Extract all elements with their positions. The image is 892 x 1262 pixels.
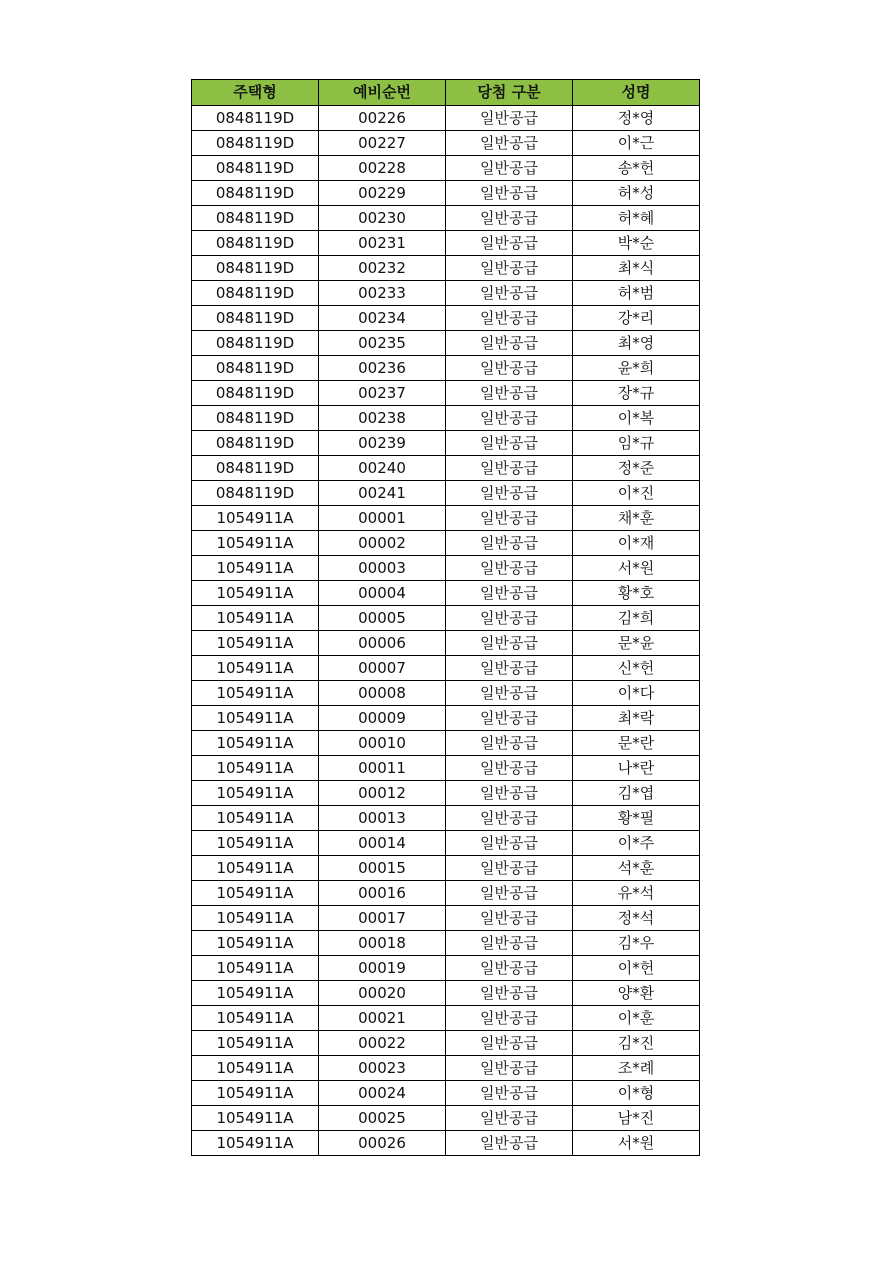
cell-housing-type: 0848119D: [192, 481, 319, 506]
cell-name: 이*복: [573, 406, 700, 431]
table-row: [192, 1106, 700, 1131]
cell-winning-category: 일반공급: [446, 906, 573, 931]
table-row: [192, 681, 700, 706]
cell-name: 정*준: [573, 456, 700, 481]
table-row: [192, 231, 700, 256]
table-row: [192, 706, 700, 731]
cell-housing-type: 1054911A: [192, 906, 319, 931]
cell-name: 허*범: [573, 281, 700, 306]
cell-housing-type: 0848119D: [192, 156, 319, 181]
cell-winning-category: 일반공급: [446, 1131, 573, 1156]
cell-reserve-number: 00021: [319, 1006, 446, 1031]
cell-reserve-number: 00239: [319, 431, 446, 456]
cell-winning-category: 일반공급: [446, 606, 573, 631]
cell-reserve-number: 00026: [319, 1131, 446, 1156]
cell-housing-type: 1054911A: [192, 1081, 319, 1106]
cell-housing-type: 1054911A: [192, 556, 319, 581]
cell-reserve-number: 00227: [319, 131, 446, 156]
table-row: [192, 331, 700, 356]
cell-housing-type: 0848119D: [192, 256, 319, 281]
cell-name: 이*헌: [573, 956, 700, 981]
cell-name: 이*다: [573, 681, 700, 706]
cell-housing-type: 1054911A: [192, 981, 319, 1006]
cell-housing-type: 0848119D: [192, 456, 319, 481]
cell-winning-category: 일반공급: [446, 531, 573, 556]
cell-housing-type: 1054911A: [192, 631, 319, 656]
cell-reserve-number: 00009: [319, 706, 446, 731]
table-row: [192, 1131, 700, 1156]
cell-housing-type: 0848119D: [192, 331, 319, 356]
cell-name: 최*식: [573, 256, 700, 281]
header-housing-type: 주택형: [192, 80, 319, 106]
cell-winning-category: 일반공급: [446, 1031, 573, 1056]
cell-housing-type: 0848119D: [192, 381, 319, 406]
cell-name: 양*환: [573, 981, 700, 1006]
cell-winning-category: 일반공급: [446, 431, 573, 456]
table-body: [192, 106, 700, 1156]
cell-winning-category: 일반공급: [446, 356, 573, 381]
cell-housing-type: 1054911A: [192, 681, 319, 706]
cell-housing-type: 1054911A: [192, 956, 319, 981]
cell-reserve-number: 00012: [319, 781, 446, 806]
cell-winning-category: 일반공급: [446, 456, 573, 481]
cell-name: 문*란: [573, 731, 700, 756]
cell-reserve-number: 00238: [319, 406, 446, 431]
cell-winning-category: 일반공급: [446, 1106, 573, 1131]
cell-reserve-number: 00024: [319, 1081, 446, 1106]
cell-housing-type: 1054911A: [192, 931, 319, 956]
cell-winning-category: 일반공급: [446, 706, 573, 731]
table-row: [192, 281, 700, 306]
cell-reserve-number: 00234: [319, 306, 446, 331]
cell-name: 조*례: [573, 1056, 700, 1081]
cell-winning-category: 일반공급: [446, 731, 573, 756]
cell-reserve-number: 00233: [319, 281, 446, 306]
table-row: [192, 781, 700, 806]
cell-winning-category: 일반공급: [446, 831, 573, 856]
cell-reserve-number: 00007: [319, 656, 446, 681]
cell-name: 김*진: [573, 1031, 700, 1056]
cell-winning-category: 일반공급: [446, 881, 573, 906]
table-row: [192, 406, 700, 431]
cell-housing-type: 1054911A: [192, 1031, 319, 1056]
table-row: [192, 1081, 700, 1106]
cell-reserve-number: 00241: [319, 481, 446, 506]
cell-name: 임*규: [573, 431, 700, 456]
cell-name: 김*우: [573, 931, 700, 956]
cell-housing-type: 1054911A: [192, 756, 319, 781]
table-row: [192, 906, 700, 931]
results-sheet: [191, 79, 700, 1156]
cell-housing-type: 1054911A: [192, 531, 319, 556]
header-winning-category: 당첨 구분: [446, 80, 573, 106]
winners-table: [191, 79, 700, 1156]
table-row: [192, 1056, 700, 1081]
cell-name: 송*헌: [573, 156, 700, 181]
cell-housing-type: 1054911A: [192, 731, 319, 756]
cell-reserve-number: 00025: [319, 1106, 446, 1131]
cell-reserve-number: 00006: [319, 631, 446, 656]
cell-housing-type: 1054911A: [192, 1056, 319, 1081]
table-row: [192, 731, 700, 756]
cell-housing-type: 1054911A: [192, 581, 319, 606]
cell-reserve-number: 00022: [319, 1031, 446, 1056]
cell-reserve-number: 00003: [319, 556, 446, 581]
cell-reserve-number: 00016: [319, 881, 446, 906]
table-row: [192, 806, 700, 831]
cell-housing-type: 1054911A: [192, 1006, 319, 1031]
cell-winning-category: 일반공급: [446, 1081, 573, 1106]
table-row: [192, 456, 700, 481]
cell-winning-category: 일반공급: [446, 156, 573, 181]
table-row: [192, 106, 700, 131]
cell-winning-category: 일반공급: [446, 256, 573, 281]
cell-housing-type: 0848119D: [192, 231, 319, 256]
cell-housing-type: 0848119D: [192, 206, 319, 231]
table-row: [192, 606, 700, 631]
cell-winning-category: 일반공급: [446, 556, 573, 581]
cell-reserve-number: 00228: [319, 156, 446, 181]
table-row: [192, 831, 700, 856]
cell-name: 김*엽: [573, 781, 700, 806]
cell-name: 이*형: [573, 1081, 700, 1106]
cell-winning-category: 일반공급: [446, 506, 573, 531]
cell-name: 허*혜: [573, 206, 700, 231]
cell-winning-category: 일반공급: [446, 281, 573, 306]
cell-reserve-number: 00014: [319, 831, 446, 856]
cell-housing-type: 1054911A: [192, 781, 319, 806]
cell-housing-type: 0848119D: [192, 106, 319, 131]
cell-winning-category: 일반공급: [446, 181, 573, 206]
header-reserve-number: 예비순번: [319, 80, 446, 106]
cell-reserve-number: 00232: [319, 256, 446, 281]
table-row: [192, 981, 700, 1006]
cell-reserve-number: 00010: [319, 731, 446, 756]
cell-housing-type: 0848119D: [192, 406, 319, 431]
cell-housing-type: 1054911A: [192, 1131, 319, 1156]
cell-winning-category: 일반공급: [446, 581, 573, 606]
cell-reserve-number: 00015: [319, 856, 446, 881]
table-row: [192, 956, 700, 981]
cell-reserve-number: 00229: [319, 181, 446, 206]
table-row: [192, 881, 700, 906]
table-row: [192, 481, 700, 506]
cell-name: 최*락: [573, 706, 700, 731]
cell-reserve-number: 00005: [319, 606, 446, 631]
cell-winning-category: 일반공급: [446, 1056, 573, 1081]
cell-reserve-number: 00011: [319, 756, 446, 781]
table-row: [192, 256, 700, 281]
cell-winning-category: 일반공급: [446, 131, 573, 156]
cell-winning-category: 일반공급: [446, 931, 573, 956]
cell-winning-category: 일반공급: [446, 756, 573, 781]
cell-name: 강*리: [573, 306, 700, 331]
cell-reserve-number: 00001: [319, 506, 446, 531]
table-row: [192, 931, 700, 956]
cell-housing-type: 0848119D: [192, 356, 319, 381]
cell-housing-type: 1054911A: [192, 831, 319, 856]
cell-name: 이*훈: [573, 1006, 700, 1031]
cell-name: 서*원: [573, 556, 700, 581]
cell-name: 허*성: [573, 181, 700, 206]
cell-reserve-number: 00230: [319, 206, 446, 231]
table-row: [192, 306, 700, 331]
cell-winning-category: 일반공급: [446, 481, 573, 506]
cell-housing-type: 1054911A: [192, 806, 319, 831]
cell-winning-category: 일반공급: [446, 381, 573, 406]
table-row: [192, 156, 700, 181]
table-row: [192, 431, 700, 456]
cell-winning-category: 일반공급: [446, 206, 573, 231]
table-row: [192, 531, 700, 556]
cell-name: 황*호: [573, 581, 700, 606]
table-row: [192, 131, 700, 156]
table-header-row: [192, 80, 700, 106]
table-row: [192, 656, 700, 681]
cell-name: 황*필: [573, 806, 700, 831]
cell-reserve-number: 00226: [319, 106, 446, 131]
cell-reserve-number: 00019: [319, 956, 446, 981]
cell-housing-type: 0848119D: [192, 181, 319, 206]
cell-housing-type: 1054911A: [192, 881, 319, 906]
table-row: [192, 506, 700, 531]
cell-reserve-number: 00237: [319, 381, 446, 406]
cell-reserve-number: 00235: [319, 331, 446, 356]
table-row: [192, 1031, 700, 1056]
cell-name: 문*윤: [573, 631, 700, 656]
cell-winning-category: 일반공급: [446, 781, 573, 806]
cell-name: 유*석: [573, 881, 700, 906]
table-row: [192, 1006, 700, 1031]
cell-name: 윤*희: [573, 356, 700, 381]
cell-name: 나*란: [573, 756, 700, 781]
cell-housing-type: 1054911A: [192, 506, 319, 531]
cell-reserve-number: 00240: [319, 456, 446, 481]
cell-name: 김*희: [573, 606, 700, 631]
table-row: [192, 181, 700, 206]
cell-housing-type: 1054911A: [192, 706, 319, 731]
cell-name: 신*헌: [573, 656, 700, 681]
cell-reserve-number: 00013: [319, 806, 446, 831]
cell-housing-type: 0848119D: [192, 131, 319, 156]
table-row: [192, 756, 700, 781]
table-row: [192, 381, 700, 406]
table-row: [192, 556, 700, 581]
cell-winning-category: 일반공급: [446, 631, 573, 656]
cell-housing-type: 1054911A: [192, 856, 319, 881]
cell-winning-category: 일반공급: [446, 681, 573, 706]
cell-winning-category: 일반공급: [446, 406, 573, 431]
cell-housing-type: 0848119D: [192, 431, 319, 456]
cell-name: 이*진: [573, 481, 700, 506]
cell-winning-category: 일반공급: [446, 1006, 573, 1031]
table-row: [192, 356, 700, 381]
cell-reserve-number: 00008: [319, 681, 446, 706]
cell-reserve-number: 00018: [319, 931, 446, 956]
table-row: [192, 856, 700, 881]
table-row: [192, 581, 700, 606]
cell-name: 석*훈: [573, 856, 700, 881]
cell-winning-category: 일반공급: [446, 956, 573, 981]
cell-housing-type: 0848119D: [192, 306, 319, 331]
cell-name: 박*순: [573, 231, 700, 256]
cell-winning-category: 일반공급: [446, 106, 573, 131]
cell-name: 최*영: [573, 331, 700, 356]
cell-name: 이*주: [573, 831, 700, 856]
cell-name: 이*재: [573, 531, 700, 556]
table-row: [192, 631, 700, 656]
cell-winning-category: 일반공급: [446, 231, 573, 256]
cell-name: 장*규: [573, 381, 700, 406]
cell-reserve-number: 00002: [319, 531, 446, 556]
cell-winning-category: 일반공급: [446, 656, 573, 681]
cell-reserve-number: 00004: [319, 581, 446, 606]
cell-name: 남*진: [573, 1106, 700, 1131]
header-name: 성명: [573, 80, 700, 106]
cell-winning-category: 일반공급: [446, 981, 573, 1006]
cell-reserve-number: 00023: [319, 1056, 446, 1081]
cell-name: 정*석: [573, 906, 700, 931]
cell-reserve-number: 00231: [319, 231, 446, 256]
cell-reserve-number: 00020: [319, 981, 446, 1006]
cell-name: 정*영: [573, 106, 700, 131]
cell-winning-category: 일반공급: [446, 806, 573, 831]
cell-housing-type: 0848119D: [192, 281, 319, 306]
cell-winning-category: 일반공급: [446, 856, 573, 881]
cell-housing-type: 1054911A: [192, 656, 319, 681]
cell-reserve-number: 00236: [319, 356, 446, 381]
cell-winning-category: 일반공급: [446, 331, 573, 356]
cell-name: 서*원: [573, 1131, 700, 1156]
cell-reserve-number: 00017: [319, 906, 446, 931]
cell-housing-type: 1054911A: [192, 606, 319, 631]
cell-name: 이*근: [573, 131, 700, 156]
cell-housing-type: 1054911A: [192, 1106, 319, 1131]
table-row: [192, 206, 700, 231]
cell-name: 채*훈: [573, 506, 700, 531]
cell-winning-category: 일반공급: [446, 306, 573, 331]
